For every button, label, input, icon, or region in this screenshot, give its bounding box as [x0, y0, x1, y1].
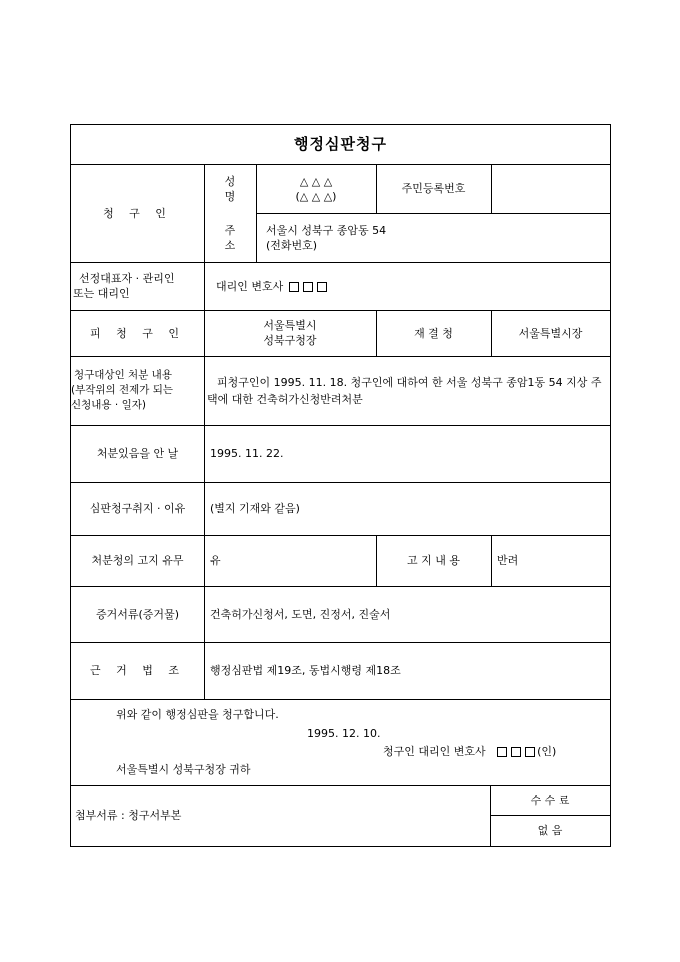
- representative-prefix: 대리인 변호사: [216, 279, 284, 293]
- known-date-value: 1995. 11. 22.: [210, 447, 284, 460]
- name-value: [256, 164, 376, 213]
- legal-basis-value: 행정심판법 제19조, 동법시행령 제18조: [210, 664, 401, 677]
- form-title: 행정심판청구: [294, 135, 387, 153]
- disposition-value: [204, 356, 610, 425]
- name-label-2: 명: [224, 189, 236, 203]
- signer-prefix: 청구인 대리인 변호사: [383, 745, 486, 758]
- id-number-value: [491, 164, 610, 213]
- name-box: [511, 747, 521, 757]
- name-box: [317, 282, 327, 292]
- notice-content-value: 반려: [497, 554, 519, 567]
- disposition-label-line3: 신청내용 · 일자): [71, 399, 146, 411]
- representative-label-line2: 또는 대리인: [73, 287, 130, 300]
- declaration-statement: 위와 같이 행정심판을 청구합니다.: [116, 708, 279, 721]
- notice-value: 유: [210, 554, 221, 567]
- claimant-label-text: 청 구 인: [103, 206, 172, 220]
- declaration-date: 1995. 12. 10.: [307, 727, 381, 740]
- address-line2: (전화번호): [266, 238, 318, 252]
- evidence-value: 건축허가신청서, 도면, 진정서, 진술서: [210, 607, 391, 621]
- petition-form: [70, 124, 611, 847]
- name-label: [204, 164, 256, 213]
- disposition-label-line2: (부작위의 전제가 되는: [71, 384, 174, 396]
- tribunal-label: 재 결 청: [414, 326, 453, 340]
- respondent-value: [204, 310, 376, 356]
- purpose-value: (별지 기재와 같음): [210, 502, 300, 515]
- disposition-text: 피청구인이 1995. 11. 18. 청구인에 대하여 한 서울 성북구 종암1동 54 지상 주택에 대한 건축허가신청반려처분: [207, 375, 602, 406]
- name-box: [497, 747, 507, 757]
- signer-seal: (인): [537, 745, 557, 758]
- address-label: [204, 213, 256, 262]
- respondent-line1: 서울특별시: [263, 319, 317, 332]
- notice-label: 처분청의 고지 유무: [91, 554, 184, 567]
- representative-value: [204, 262, 610, 310]
- purpose-label: 심판청구취지 · 이유: [89, 502, 186, 515]
- legal-basis-label-text: 근 거 법 조: [90, 664, 185, 677]
- address-value: [256, 213, 610, 262]
- address-label-2: 소: [224, 238, 236, 252]
- tribunal-value: 서울특별시장: [518, 326, 583, 340]
- known-date-label: 처분있음을 안 날: [96, 447, 179, 460]
- name-box: [289, 282, 299, 292]
- fee-label: 수 수 료: [530, 793, 570, 807]
- attachment-label: 첨부서류 : 청구서부본: [75, 809, 182, 822]
- respondent-label: [71, 310, 204, 356]
- declaration-signer: [383, 744, 608, 760]
- name-line1: △ △ △: [299, 174, 333, 188]
- fee-value: 없 음: [537, 824, 563, 837]
- disposition-label: [71, 356, 204, 425]
- notice-content-label: 고 지 내 용: [407, 554, 460, 567]
- evidence-label: 증거서류(증거물): [96, 607, 179, 621]
- representative-label-line1: 선정대표자 · 관리인: [79, 272, 175, 285]
- address-line1: 서울시 성북구 종암동 54: [266, 223, 387, 237]
- respondent-line2: 성북구청장: [263, 334, 317, 347]
- name-line2: (△ △ △): [295, 189, 337, 203]
- name-box: [525, 747, 535, 757]
- name-label-1: 성: [224, 174, 236, 188]
- declaration-addressee: 서울특별시 성북구청장 귀하: [116, 763, 251, 776]
- representative-label: [71, 262, 204, 310]
- disposition-label-line1: 청구대상인 처분 내용: [74, 369, 172, 381]
- respondent-label-text: 피 청 구 인: [90, 326, 185, 340]
- id-number-label: 주민등록번호: [401, 182, 466, 195]
- name-box: [303, 282, 313, 292]
- claimant-label: [71, 164, 204, 262]
- address-label-1: 주: [224, 223, 236, 237]
- legal-basis-label: [71, 642, 204, 699]
